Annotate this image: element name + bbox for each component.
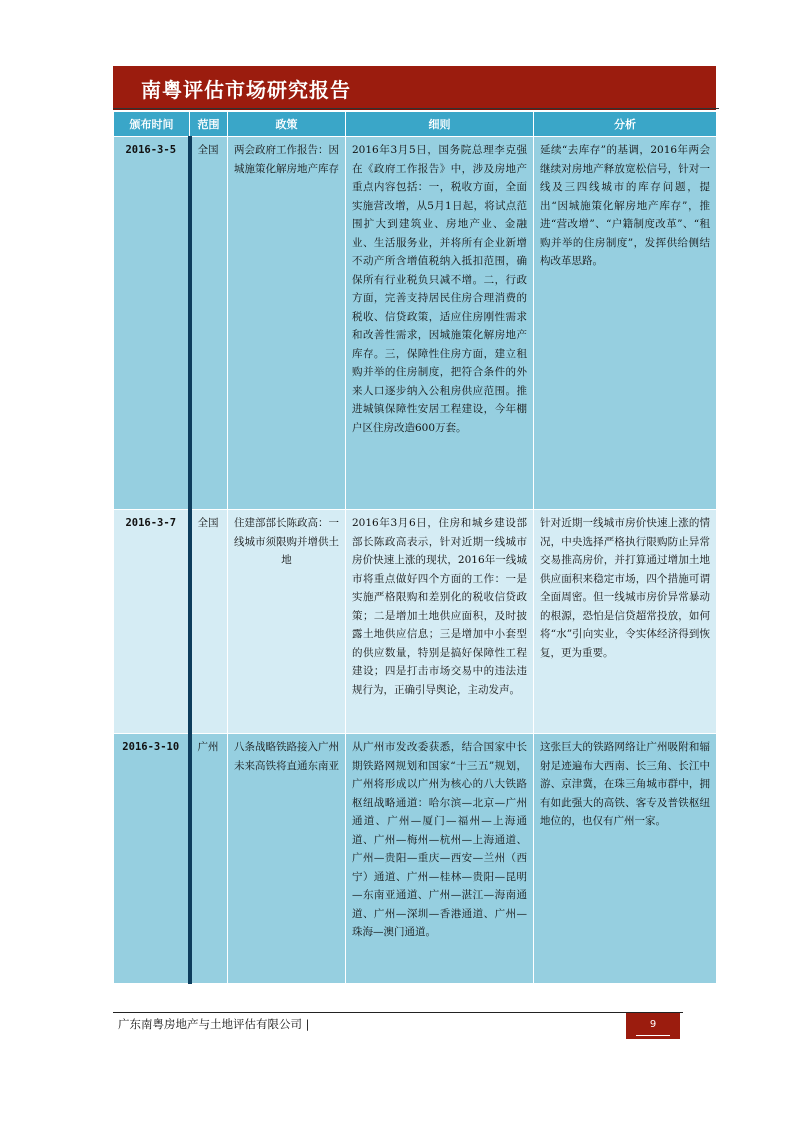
row-date: 2016-3-10 <box>114 734 190 984</box>
column-header-date: 颁布时间 <box>114 112 190 137</box>
report-title: 南粤评估市场研究报告 <box>141 78 351 102</box>
report-banner <box>113 66 716 110</box>
row-scope: 全国 <box>190 510 228 734</box>
column-header-policy: 政策 <box>228 112 346 137</box>
row-detail: 从广州市发改委获悉，结合国家中长期铁路网规划和国家“十三五”规划，广州将形成以广州为核心的八大铁路枢纽战略通道：哈尔滨—北京—广州通道、广州—厦门—福州—上海通道、广州—梅州—杭州—上海通道、广州—贵阳—重庆—西安—兰州（西宁）通道、广州—桂林—贵阳—昆明—东南亚通道、广州—湛江—海南通道、广州—深圳—香港通道、广州—珠海—澳门通道。 <box>346 734 534 984</box>
column-header-scope: 范围 <box>190 112 228 137</box>
table-row <box>114 734 717 984</box>
page-number-underline <box>636 1035 670 1036</box>
footer-divider <box>113 1012 683 1013</box>
row-scope: 广州 <box>190 734 228 984</box>
column-header-detail: 细则 <box>346 112 534 137</box>
row-scope: 全国 <box>190 137 228 510</box>
row-analysis: 针对近期一线城市房价快速上涨的情况，中央选择严格执行限购防止异常交易推高房价，并打算通过增加土地供应面积来稳定市场，四个措施可谓全面周密。但一线城市房价异常暴动的根源，恐怕是信贷超常投放，如何将“水”引向实业，令实体经济得到恢复，更为重要。 <box>534 510 717 734</box>
banner-divider <box>113 108 719 109</box>
row-policy: 住建部部长陈政高：一线城市须限购并增供土地 <box>228 510 346 734</box>
row-date: 2016-3-5 <box>114 137 190 510</box>
row-detail: 2016年3月6日，住房和城乡建设部部长陈政高表示，针对近期一线城市房价快速上涨的现状，2016年一线城市将重点做好四个方面的工作：一是实施严格限购和差别化的税收信贷政策；二是增加土地供应面积，及时披露土地供应信息；三是增加中小套型的供应数量，特别是搞好保障性工程建设；四是打击市场交易中的违法违规行为，正确引导舆论，主动发声。 <box>346 510 534 734</box>
table-header-row <box>114 112 717 137</box>
row-analysis: 延续“去库存”的基调，2016年两会继续对房地产释放宽松信号，针对一线及三四线城市的库存问题，提出“因城施策化解房地产库存”，推进“营改增”、“户籍制度改革”、“租购并举的住房制度”，发挥供给侧结构改革思路。 <box>534 137 717 510</box>
row-policy: 两会政府工作报告：因城施策化解房地产库存 <box>228 137 346 510</box>
table-row <box>114 510 717 734</box>
row-detail: 2016年3月5日，国务院总理李克强在《政府工作报告》中，涉及房地产重点内容包括：一，税收方面，全面实施营改增，从5月1日起，将试点范围扩大到建筑业、房地产业、金融业、生活服务业，并将所有企业新增不动产所含增值税纳入抵扣范围，确保所有行业税负只减不增。二，行政方面，完善支持居民住房合理消费的税收、信贷政策，适应住房刚性需求和改善性需求，因城施策化解房地产库存。三，保障性住房方面，建立租购并举的住房制度，把符合条件的外来人口逐步纳入公租房供应范围。推进城镇保障性安居工程建设，今年棚户区住房改造600万套。 <box>346 137 534 510</box>
page-number-badge <box>626 1013 680 1039</box>
row-date: 2016-3-7 <box>114 510 190 734</box>
table-row <box>114 137 717 510</box>
page-number: 9 <box>649 1019 657 1030</box>
policy-table <box>113 111 717 984</box>
column-header-analysis: 分析 <box>534 112 717 137</box>
row-analysis: 这张巨大的铁路网络让广州吸附和辐射足迹遍布大西南、长三角、长江中游、京津冀，在珠三角城市群中，拥有如此强大的高铁、客专及普铁枢纽地位的，也仅有广州一家。 <box>534 734 717 984</box>
row-policy: 八条战略铁路接入广州 未来高铁将直通东南亚 <box>228 734 346 984</box>
footer-company-name: 广东南粤房地产与土地评估有限公司 | <box>118 1017 310 1031</box>
